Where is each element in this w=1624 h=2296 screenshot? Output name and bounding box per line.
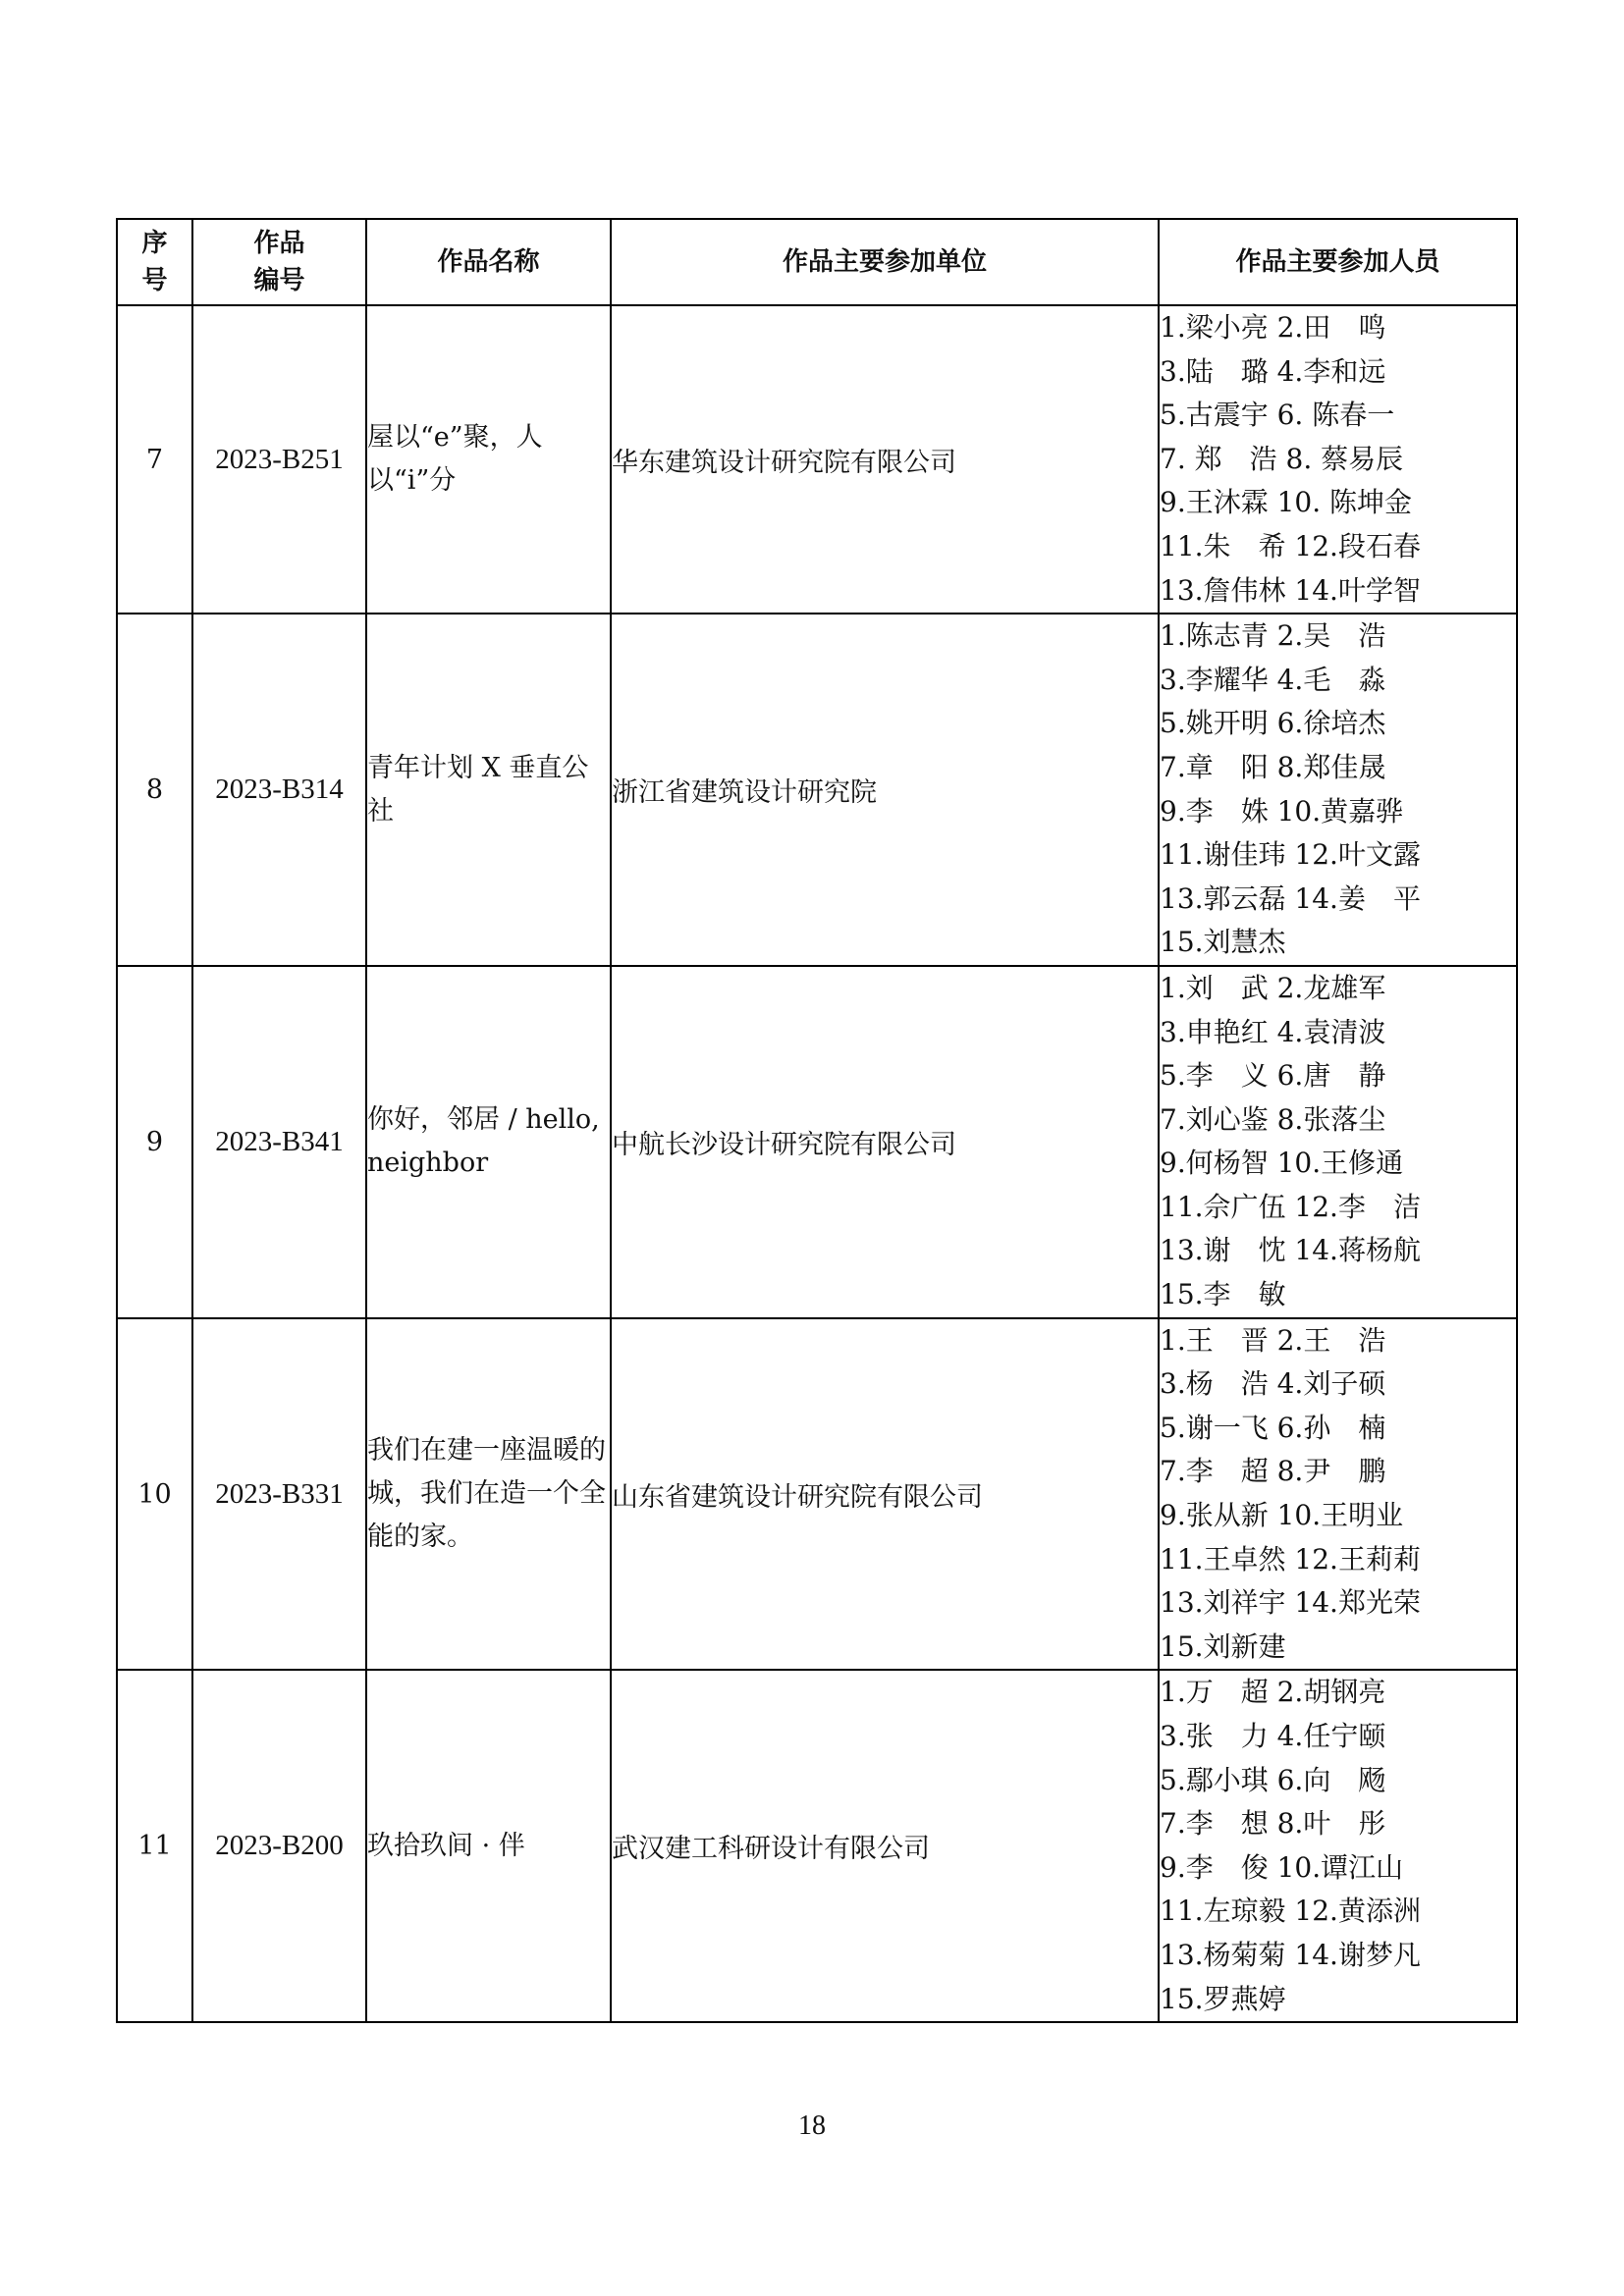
cell-people [1159,966,1517,1318]
people-line: 3.陆 璐 4.李和远 [1160,354,1386,388]
table-row [117,305,1517,614]
people-line: 7.李 想 8.叶 彤 [1160,1807,1386,1841]
people-line: 9.张从新 10.王明业 [1160,1499,1404,1532]
people-line: 11.谢佳玮 12.叶文露 [1160,838,1421,872]
people-line: 15.刘新建 [1160,1629,1286,1663]
people-line: 1.万 超 2.胡钢亮 [1160,1676,1386,1709]
people-line: 13.郭云磊 14.姜 平 [1160,881,1421,915]
people-line: 1.梁小亮 2.田 鸣 [1160,311,1386,344]
cell-code: 2023-B200 [192,1670,366,2022]
cell-seq: 10 [117,1318,192,1671]
cell-seq: 7 [117,305,192,614]
cell-title: 青年计划 X 垂直公社 [366,614,611,966]
people-line: 5.古震宇 6. 陈春一 [1160,399,1395,432]
cell-people [1159,1318,1517,1671]
people-line: 7.刘心鉴 8.张落尘 [1160,1102,1386,1136]
people-line: 15.李 敏 [1160,1278,1286,1311]
cell-unit: 武汉建工科研设计有限公司 [611,1670,1159,2022]
awards-table [116,218,1518,2023]
people-line: 13.杨菊菊 14.谢梦凡 [1160,1938,1421,1971]
people-line: 9.王沐霖 10. 陈坤金 [1160,486,1413,519]
people-line: 9.李 姝 10.黄嘉骅 [1160,794,1404,828]
header-people: 作品主要参加人员 [1159,219,1517,305]
page-number: 18 [798,2110,826,2141]
cell-title: 玖拾玖间 · 伴 [366,1670,611,2022]
cell-seq: 11 [117,1670,192,2022]
header-title: 作品名称 [366,219,611,305]
people-line: 11.左琼毅 12.黄添洲 [1160,1895,1421,1928]
cell-seq: 9 [117,966,192,1318]
people-line: 13.詹伟林 14.叶学智 [1160,573,1421,607]
header-seq: 序 号 [117,219,192,305]
people-line: 3.杨 浩 4.刘子硕 [1160,1367,1386,1401]
people-line: 7.李 超 8.尹 鹏 [1160,1455,1386,1488]
people-line: 3.李耀华 4.毛 淼 [1160,663,1386,696]
people-line: 11.王卓然 12.王莉莉 [1160,1542,1421,1575]
cell-unit: 华东建筑设计研究院有限公司 [611,305,1159,614]
people-line: 13.刘祥宇 14.郑光荣 [1160,1586,1421,1620]
people-line: 13.谢 忱 14.蒋杨航 [1160,1234,1421,1267]
cell-title: 我们在建一座温暖的城，我们在造一个全能的家。 [366,1318,611,1671]
table-row [117,614,1517,966]
table-body [117,305,1517,2022]
cell-code: 2023-B341 [192,966,366,1318]
table-header [117,219,1517,305]
cell-title: 屋以“e”聚，人以“i”分 [366,305,611,614]
cell-seq: 8 [117,614,192,966]
people-line: 7.章 阳 8.郑佳晟 [1160,750,1386,783]
cell-unit: 浙江省建筑设计研究院 [611,614,1159,966]
cell-unit: 中航长沙设计研究院有限公司 [611,966,1159,1318]
people-line: 11.佘广伍 12.李 洁 [1160,1190,1421,1223]
people-line: 1.王 晋 2.王 浩 [1160,1323,1386,1357]
people-line: 7. 郑 浩 8. 蔡易辰 [1160,442,1404,475]
table-row [117,1318,1517,1671]
people-line: 15.刘慧杰 [1160,926,1286,959]
cell-code: 2023-B251 [192,305,366,614]
cell-code: 2023-B314 [192,614,366,966]
people-line: 9.李 俊 10.谭江山 [1160,1850,1404,1884]
cell-people [1159,1670,1517,2022]
cell-code: 2023-B331 [192,1318,366,1671]
people-line: 5.谢一飞 6.孙 楠 [1160,1411,1386,1444]
people-line: 5.李 义 6.唐 静 [1160,1059,1386,1093]
cell-people [1159,614,1517,966]
people-line: 11.朱 希 12.段石春 [1160,529,1421,562]
people-line: 9.何杨智 10.王修通 [1160,1147,1404,1180]
people-line: 1.刘 武 2.龙雄军 [1160,971,1386,1004]
header-code: 作品 编号 [192,219,366,305]
people-line: 3.张 力 4.任宁颐 [1160,1720,1386,1752]
cell-title: 你好，邻居 / hello, neighbor [366,966,611,1318]
table-row [117,966,1517,1318]
people-line: 5.鄢小琪 6.向 飏 [1160,1763,1386,1796]
people-line: 1.陈志青 2.吴 浩 [1160,619,1386,653]
header-row [117,219,1517,305]
people-line: 5.姚开明 6.徐培杰 [1160,707,1386,740]
cell-unit: 山东省建筑设计研究院有限公司 [611,1318,1159,1671]
table-row [117,1670,1517,2022]
people-line: 15.罗燕婷 [1160,1982,1286,2015]
header-unit: 作品主要参加单位 [611,219,1159,305]
cell-people [1159,305,1517,614]
people-line: 3.申艳红 4.袁清波 [1160,1015,1386,1048]
